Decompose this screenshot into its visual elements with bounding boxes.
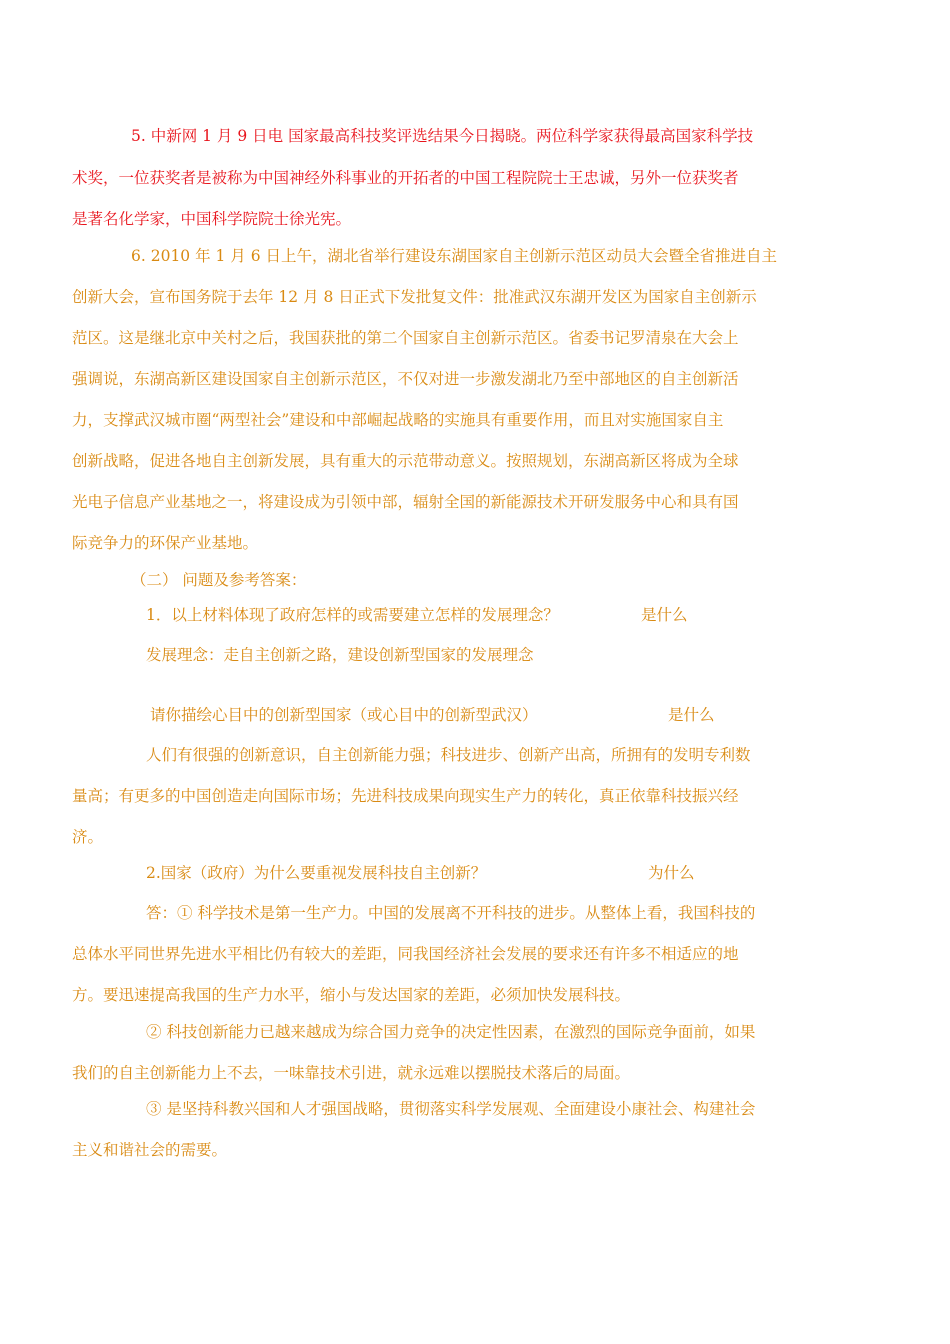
- question-2-answer-3-line-2: 主义和谐社会的需要。: [72, 1141, 228, 1159]
- question-1-answer: 发展理念：走自主创新之路，建设创新型国家的发展理念: [146, 646, 534, 664]
- question-2-answer-1-line-1: 答：① 科学技术是第一生产力。中国的发展离不开科技的进步。从整体上看，我国科技的: [146, 904, 756, 922]
- item-5-line-1: 5. 中新网 1 月 9 日电 国家最高科技奖评选结果今日揭晓。两位科学家获得最高国家科学技: [131, 127, 754, 145]
- item-5-line-3: 是著名化学家，中国科学院院士徐光宪。: [72, 210, 352, 228]
- question-2-answer-1-line-2: 总体水平同世界先进水平相比仍有较大的差距，同我国经济社会发展的要求还有许多不相适应的地: [72, 945, 739, 963]
- question-1b-tag: 是什么: [668, 706, 715, 724]
- question-2-answer-1-line-3: 方。要迅速提高我国的生产力水平，缩小与发达国家的差距，必须加快发展科技。: [72, 986, 631, 1004]
- item-6-line-4: 强调说，东湖高新区建设国家自主创新示范区，不仅对进一步激发湖北乃至中部地区的自主创新活: [72, 370, 739, 388]
- question-1-tag: 是什么: [641, 606, 688, 624]
- item-6-line-8: 际竞争力的环保产业基地。: [72, 534, 259, 552]
- item-6-line-2: 创新大会，宣布国务院于去年 12 月 8 日正式下发批复文件：批准武汉东湖开发区为国家自主创新示: [72, 288, 757, 306]
- question-2-tag: 为什么: [648, 864, 695, 882]
- question-2-answer-2-line-1: ② 科技创新能力已越来越成为综合国力竞争的决定性因素，在激烈的国际竞争面前，如果: [146, 1023, 756, 1041]
- question-1b-answer-line-1: 人们有很强的创新意识，自主创新能力强；科技进步、创新产出高，所拥有的发明专利数: [146, 746, 751, 764]
- section-heading: （二） 问题及参考答案：: [131, 571, 307, 589]
- question-1b-text: 请你描绘心目中的创新型国家（或心目中的创新型武汉）: [150, 706, 538, 724]
- question-1b-answer-line-3: 济。: [72, 828, 104, 846]
- item-6-line-1: 6. 2010 年 1 月 6 日上午，湖北省举行建设东湖国家自主创新示范区动员大会暨全省推进自主: [131, 247, 778, 265]
- question-2-text: 2.国家（政府）为什么要重视发展科技自主创新？: [146, 864, 487, 882]
- item-6-line-3: 范区。这是继北京中关村之后，我国获批的第二个国家自主创新示范区。省委书记罗清泉在大会上: [72, 329, 739, 347]
- question-1b-answer-line-2: 量高；有更多的中国创造走向国际市场；先进科技成果向现实生产力的转化，真正依靠科技振兴经: [72, 787, 739, 805]
- item-6-line-6: 创新战略，促进各地自主创新发展，具有重大的示范带动意义。按照规划，东湖高新区将成为全球: [72, 452, 739, 470]
- item-5-line-2: 术奖，一位获奖者是被称为中国神经外科事业的开拓者的中国工程院院士王忠诚，另外一位获奖者: [72, 169, 739, 187]
- item-6-line-7: 光电子信息产业基地之一，将建设成为引领中部，辐射全国的新能源技术开研发服务中心和具有国: [72, 493, 739, 511]
- question-2-answer-2-line-2: 我们的自主创新能力上不去，一味靠技术引进，就永远难以摆脱技术落后的局面。: [72, 1064, 631, 1082]
- item-6-line-5: 力，支撑武汉城市圈“两型社会”建设和中部崛起战略的实施具有重要作用，而且对实施国家自主: [72, 411, 724, 429]
- question-1-text: 1．以上材料体现了政府怎样的或需要建立怎样的发展理念？: [146, 606, 559, 624]
- question-2-answer-3-line-1: ③ 是坚持科教兴国和人才强国战略，贯彻落实科学发展观、全面建设小康社会、构建社会: [146, 1100, 756, 1118]
